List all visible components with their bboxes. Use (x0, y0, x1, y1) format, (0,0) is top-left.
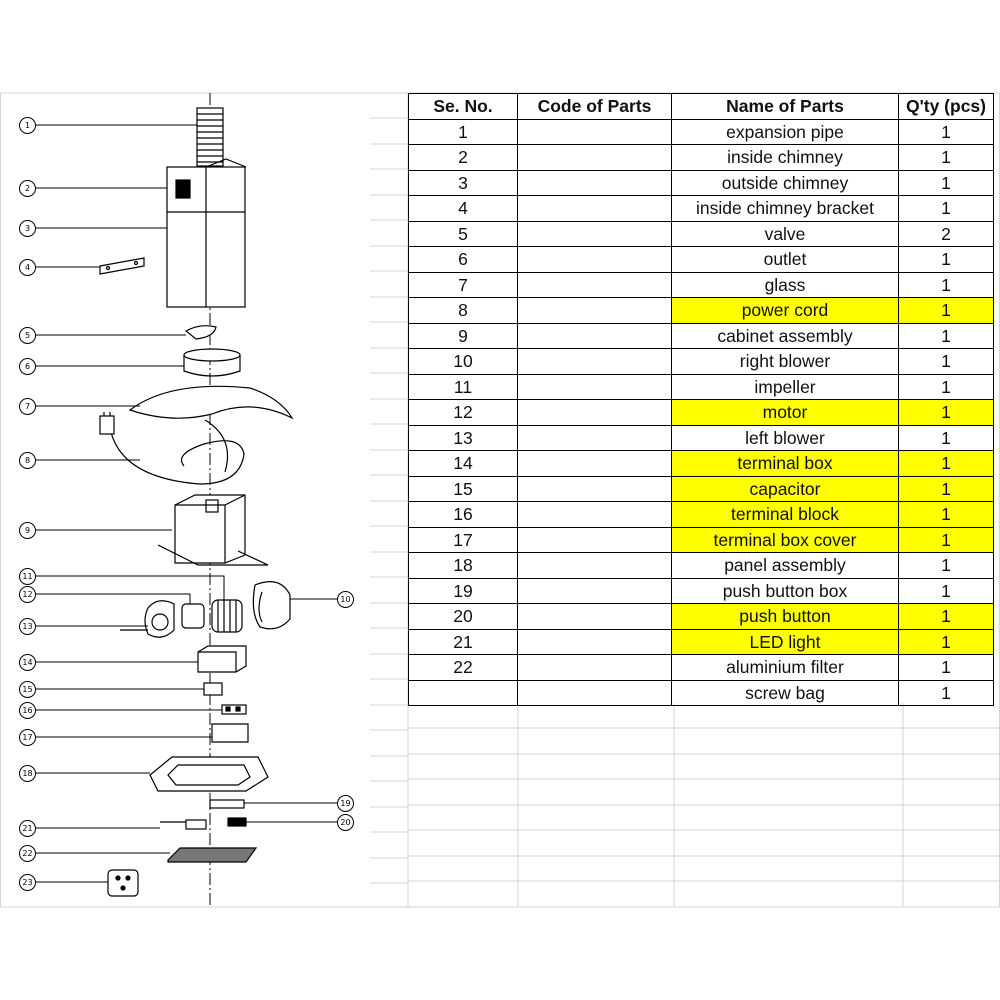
cell-se-no: 15 (409, 476, 518, 502)
callout-number: 22 (19, 845, 36, 862)
table-row (409, 425, 994, 451)
cell-se-no: 2 (409, 145, 518, 171)
cell-qty: 1 (899, 553, 994, 579)
cell-code (518, 604, 672, 630)
cell-part-name: right blower (672, 349, 899, 375)
cell-se-no (409, 680, 518, 706)
cell-part-name: terminal box cover (672, 527, 899, 553)
cell-se-no: 11 (409, 374, 518, 400)
cell-part-name: motor (672, 400, 899, 426)
cell-se-no: 4 (409, 196, 518, 222)
parts-table (408, 93, 994, 706)
cell-code (518, 502, 672, 528)
cell-part-name: expansion pipe (672, 119, 899, 145)
cell-part-name: outlet (672, 247, 899, 273)
table-row (409, 451, 994, 477)
cell-code (518, 400, 672, 426)
callout-number: 18 (19, 765, 36, 782)
table-row (409, 578, 994, 604)
cell-part-name: left blower (672, 425, 899, 451)
table-row (409, 527, 994, 553)
cell-part-name: aluminium filter (672, 655, 899, 681)
cell-part-name: inside chimney bracket (672, 196, 899, 222)
cell-code (518, 476, 672, 502)
callout-number: 5 (19, 327, 36, 344)
cell-part-name: terminal box (672, 451, 899, 477)
cell-code (518, 298, 672, 324)
table-row (409, 298, 994, 324)
cell-qty: 1 (899, 349, 994, 375)
cell-qty: 1 (899, 272, 994, 298)
callout-number: 8 (19, 452, 36, 469)
callout-number: 1 (19, 117, 36, 134)
cell-part-name: LED light (672, 629, 899, 655)
cell-qty: 1 (899, 145, 994, 171)
table-row (409, 119, 994, 145)
cell-code (518, 221, 672, 247)
table-row (409, 655, 994, 681)
header-code-of-parts: Code of Parts (518, 94, 672, 120)
cell-qty: 1 (899, 476, 994, 502)
cell-part-name: glass (672, 272, 899, 298)
cell-code (518, 553, 672, 579)
table-row (409, 349, 994, 375)
parts-table-body (409, 119, 994, 706)
table-row (409, 680, 994, 706)
table-row (409, 247, 994, 273)
cell-code (518, 196, 672, 222)
cell-qty: 1 (899, 323, 994, 349)
callout-number: 3 (19, 220, 36, 237)
cell-code (518, 145, 672, 171)
cell-qty: 1 (899, 196, 994, 222)
header-qty: Q'ty (pcs) (899, 94, 994, 120)
table-header-row (409, 94, 994, 120)
cell-code (518, 527, 672, 553)
cell-code (518, 170, 672, 196)
cell-code (518, 323, 672, 349)
callout-number: 6 (19, 358, 36, 375)
cell-code (518, 655, 672, 681)
cell-qty: 1 (899, 527, 994, 553)
cell-code (518, 272, 672, 298)
cell-se-no: 19 (409, 578, 518, 604)
cell-code (518, 680, 672, 706)
cell-part-name: capacitor (672, 476, 899, 502)
header-name-of-parts: Name of Parts (672, 94, 899, 120)
cell-qty: 1 (899, 170, 994, 196)
cell-part-name: terminal block (672, 502, 899, 528)
callout-number: 7 (19, 398, 36, 415)
cell-code (518, 349, 672, 375)
cell-se-no: 9 (409, 323, 518, 349)
callout-number: 11 (19, 568, 36, 585)
cell-qty: 1 (899, 680, 994, 706)
cell-code (518, 578, 672, 604)
cell-qty: 1 (899, 374, 994, 400)
callout-number: 9 (19, 522, 36, 539)
cell-qty: 1 (899, 425, 994, 451)
cell-qty: 1 (899, 247, 994, 273)
callout-number: 23 (19, 874, 36, 891)
cell-qty: 1 (899, 655, 994, 681)
cell-code (518, 629, 672, 655)
callout-number: 14 (19, 654, 36, 671)
callout-number: 4 (19, 259, 36, 276)
cell-se-no: 5 (409, 221, 518, 247)
cell-se-no: 8 (409, 298, 518, 324)
table-row (409, 553, 994, 579)
table-row (409, 400, 994, 426)
cell-code (518, 374, 672, 400)
cell-se-no: 16 (409, 502, 518, 528)
table-row (409, 374, 994, 400)
cell-part-name: power cord (672, 298, 899, 324)
cell-qty: 1 (899, 629, 994, 655)
table-row (409, 272, 994, 298)
table-row (409, 323, 994, 349)
cell-part-name: panel assembly (672, 553, 899, 579)
cell-code (518, 425, 672, 451)
callout-number: 13 (19, 618, 36, 635)
cell-qty: 1 (899, 119, 994, 145)
cell-qty: 1 (899, 502, 994, 528)
cell-qty: 2 (899, 221, 994, 247)
table-row (409, 629, 994, 655)
cell-part-name: cabinet assembly (672, 323, 899, 349)
cell-se-no: 3 (409, 170, 518, 196)
table-row (409, 221, 994, 247)
cell-qty: 1 (899, 298, 994, 324)
cell-part-name: impeller (672, 374, 899, 400)
table-row (409, 604, 994, 630)
cell-part-name: push button box (672, 578, 899, 604)
cell-se-no: 1 (409, 119, 518, 145)
cell-se-no: 7 (409, 272, 518, 298)
cell-qty: 1 (899, 578, 994, 604)
table-row (409, 170, 994, 196)
cell-se-no: 10 (409, 349, 518, 375)
cell-se-no: 22 (409, 655, 518, 681)
callout-number: 21 (19, 820, 36, 837)
cell-qty: 1 (899, 451, 994, 477)
cell-code (518, 451, 672, 477)
cell-qty: 1 (899, 400, 994, 426)
table-row (409, 502, 994, 528)
callout-number: 12 (19, 586, 36, 603)
cell-code (518, 119, 672, 145)
cell-code (518, 247, 672, 273)
cell-part-name: screw bag (672, 680, 899, 706)
cell-part-name: valve (672, 221, 899, 247)
cell-se-no: 14 (409, 451, 518, 477)
cell-part-name: inside chimney (672, 145, 899, 171)
cell-se-no: 12 (409, 400, 518, 426)
cell-se-no: 17 (409, 527, 518, 553)
cell-part-name: push button (672, 604, 899, 630)
callout-number: 16 (19, 702, 36, 719)
callout-number: 19 (337, 795, 354, 812)
cell-se-no: 21 (409, 629, 518, 655)
callout-number: 15 (19, 681, 36, 698)
cell-se-no: 6 (409, 247, 518, 273)
cell-part-name: outside chimney (672, 170, 899, 196)
cell-se-no: 13 (409, 425, 518, 451)
table-row (409, 145, 994, 171)
table-row (409, 476, 994, 502)
callout-number: 17 (19, 729, 36, 746)
cell-se-no: 20 (409, 604, 518, 630)
cell-qty: 1 (899, 604, 994, 630)
callout-number: 2 (19, 180, 36, 197)
cell-se-no: 18 (409, 553, 518, 579)
callout-number: 20 (337, 814, 354, 831)
callout-number: 10 (337, 591, 354, 608)
header-se-no: Se. No. (409, 94, 518, 120)
table-row (409, 196, 994, 222)
